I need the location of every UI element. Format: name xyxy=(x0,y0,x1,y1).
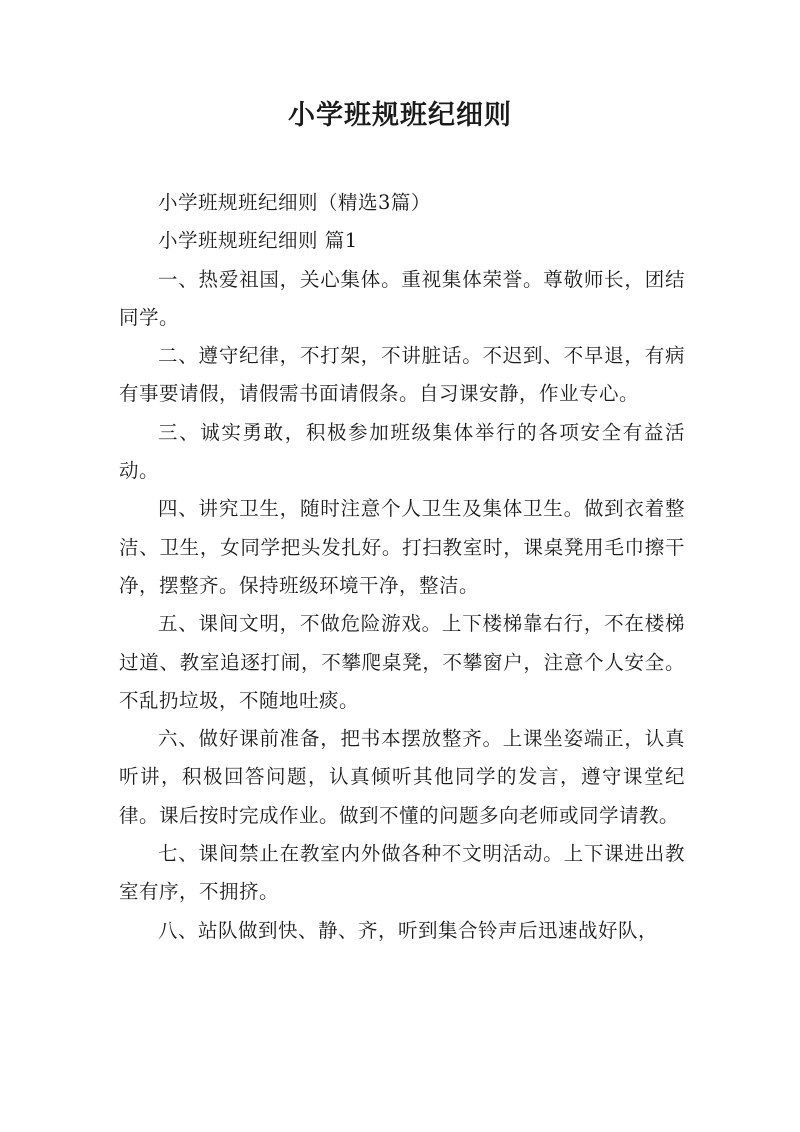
rule-paragraph: 六、做好课前准备，把书本摆放整齐。上课坐姿端正，认真听讲，积极回答问题，认真倾听其他同学的发言，遵守课堂纪律。课后按时完成作业。做到不懂的问题多向老师或同学请教。 xyxy=(119,727,685,827)
document-title: 小学班规班纪细则 xyxy=(288,100,512,131)
subtitle: 小学班规班纪细则（精选3篇） xyxy=(158,191,431,214)
rule-paragraph: 一、热爱祖国，关心集体。重视集体荣誉。尊敬师长，团结同学。 xyxy=(119,267,685,329)
rule-paragraph: 四、讲究卫生，随时注意个人卫生及集体卫生。做到衣着整洁、卫生，女同学把头发扎好。打扫教室时，课桌凳用毛巾擦干净，摆整齐。保持班级环境干净，整洁。 xyxy=(119,497,685,597)
rule-paragraph: 七、课间禁止在教室内外做各种不文明活动。上下课进出教室有序，不拥挤。 xyxy=(119,842,685,904)
rule-paragraph: 五、课间文明，不做危险游戏。上下楼梯靠右行，不在楼梯过道、教室追逐打闹，不攀爬桌凳，不攀窗户，注意个人安全。不乱扔垃圾，不随地吐痰。 xyxy=(119,612,685,712)
rule-paragraph: 八、站队做到快、静、齐，听到集合铃声后迅速战好队， xyxy=(158,918,659,942)
rule-paragraph: 三、诚实勇敢，积极参加班级集体举行的各项安全有益活动。 xyxy=(119,420,685,483)
section-heading: 小学班规班纪细则 篇1 xyxy=(158,229,358,253)
document-body xyxy=(119,184,685,950)
rule-paragraph: 二、遵守纪律，不打架，不讲脏话。不迟到、不早退，有病有事要请假，请假需书面请假条。自习课安静，作业专心。 xyxy=(119,344,685,406)
